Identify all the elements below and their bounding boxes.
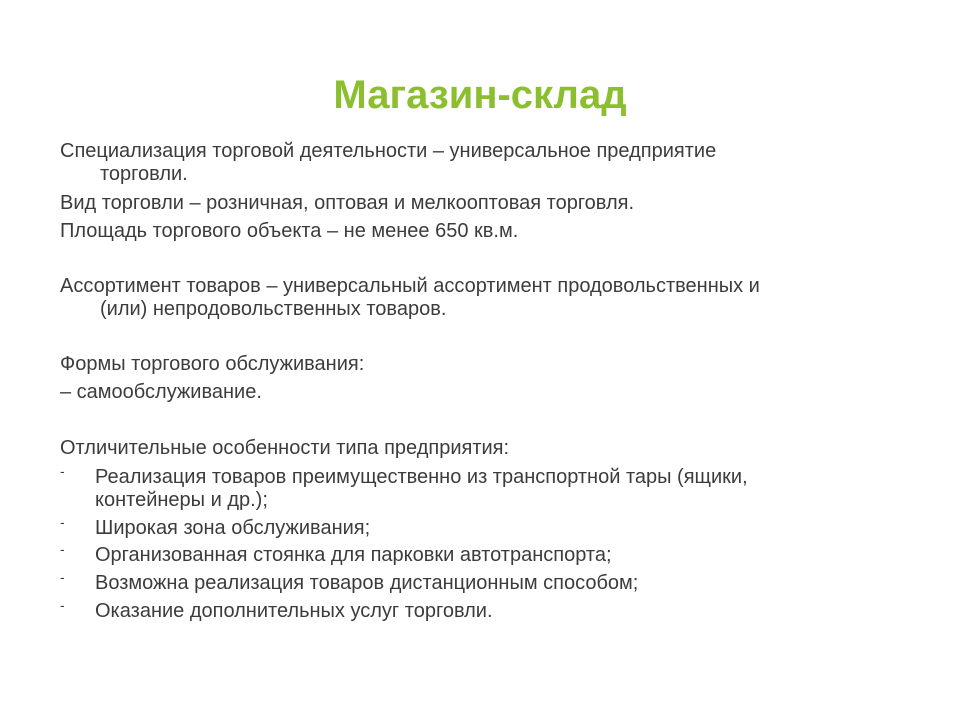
service-forms-heading: Формы торгового обслуживания:: [60, 353, 365, 375]
dash-bullet-icon: -: [60, 541, 65, 557]
area-paragraph: Площадь торгового объекта – не менее 650 кв.м.: [60, 220, 519, 242]
assortment-line-1: Ассортимент товаров – универсальный ассортимент продовольственных и: [60, 275, 760, 297]
specialization-line-1: Специализация торговой деятельности – универсальное предприятие: [60, 140, 717, 162]
feature-item-text: Организованная стоянка для парковки автотранспорта;: [95, 544, 612, 566]
slide-title: Магазин-склад: [333, 73, 627, 117]
trade-kind-paragraph: Вид торговли – розничная, оптовая и мелкооптовая торговля.: [60, 192, 635, 214]
specialization-paragraph: [60, 140, 900, 186]
feature-item-text: Возможна реализация товаров дистанционным способом;: [95, 572, 639, 594]
feature-item: [60, 569, 900, 595]
feature-item: [60, 597, 900, 623]
feature-item-text: Оказание дополнительных услуг торговли.: [95, 600, 493, 622]
features-heading: Отличительные особенности типа предприятия:: [60, 437, 510, 459]
feature-item-line-1: Реализация товаров преимущественно из транспортной тары (ящики,: [95, 466, 748, 488]
assortment-line-2: (или) непродовольственных товаров.: [100, 298, 447, 320]
dash-bullet-icon: -: [60, 463, 65, 479]
service-forms-item: – самообслуживание.: [60, 381, 262, 403]
feature-item: [60, 541, 900, 567]
feature-item: [60, 463, 900, 512]
dash-bullet-icon: -: [60, 569, 65, 585]
dash-bullet-icon: -: [60, 514, 65, 530]
dash-bullet-icon: -: [60, 597, 65, 613]
feature-item-text: Широкая зона обслуживания;: [95, 517, 371, 539]
feature-item: [60, 514, 900, 540]
specialization-line-2: торговли.: [100, 163, 188, 185]
feature-item-line-2: контейнеры и др.);: [95, 489, 268, 511]
assortment-paragraph: [60, 275, 900, 321]
